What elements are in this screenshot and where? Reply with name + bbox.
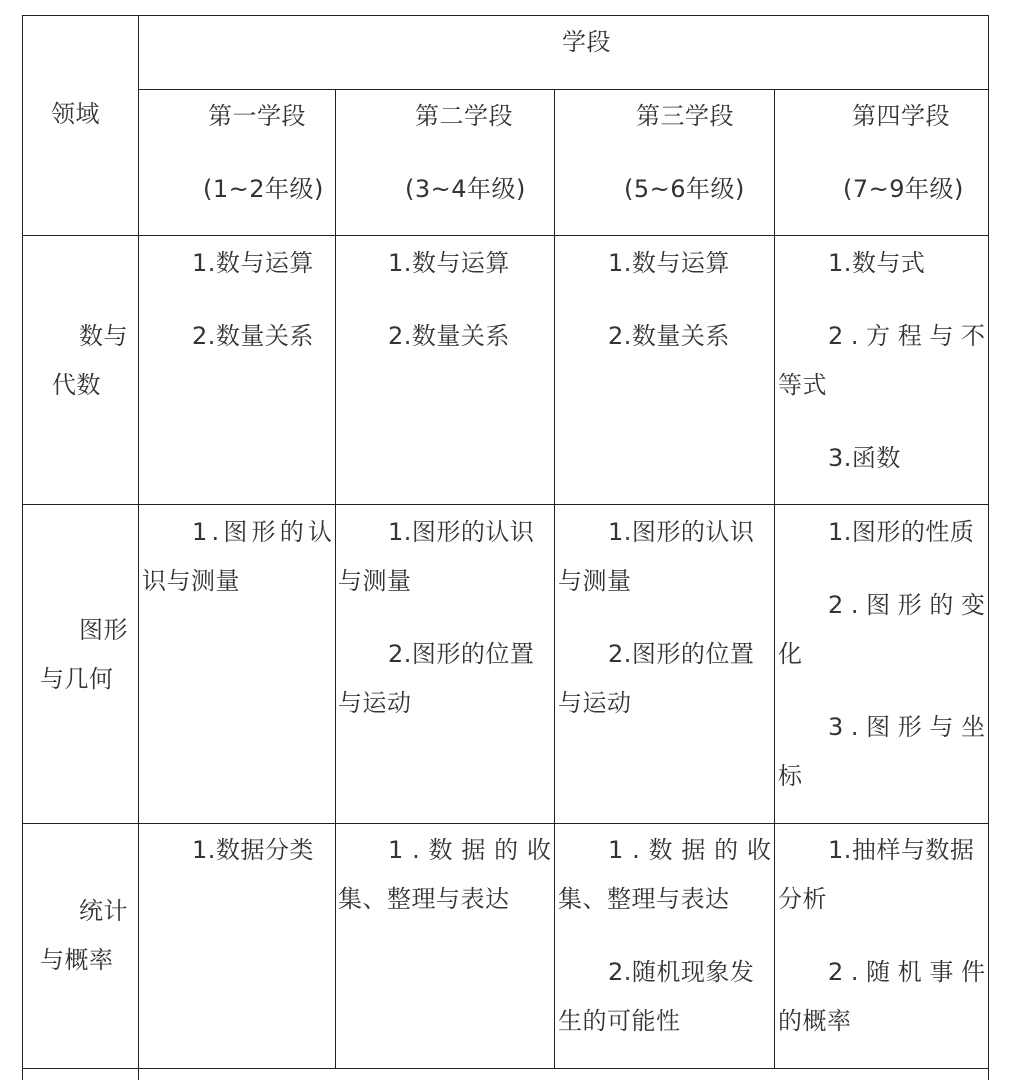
domain-geometry-line1: 图形 <box>79 616 128 644</box>
cell-text: 1 . 数 据 的 收 <box>608 836 771 864</box>
row3-bottom-line <box>22 1068 989 1069</box>
row2-bottom-line <box>22 823 989 824</box>
cell-text: 2.随机现象发 <box>608 958 755 986</box>
cell-text: 与测量 <box>558 567 632 595</box>
cell-text: 2.图形的位置 <box>608 640 755 668</box>
stage2-grades: (3~4年级) <box>405 175 526 203</box>
cell-text: 化 <box>778 640 803 668</box>
cell-text: 1.图形的认识 <box>388 518 535 546</box>
cell-text: 2 . 方 程 与 不 <box>828 322 985 350</box>
cell-text: 与测量 <box>338 567 412 595</box>
stage3-name: 第三学段 <box>636 102 734 130</box>
domain-header: 领域 <box>51 100 100 128</box>
stage2-name: 第二学段 <box>415 102 513 130</box>
row1-bottom-line <box>22 504 989 505</box>
stage2-column-divider <box>554 89 555 1069</box>
domain-statistics-line1: 统计 <box>79 897 128 925</box>
domain-number-algebra-line1: 数与 <box>79 322 128 350</box>
cell-text: 1.抽样与数据 <box>828 836 975 864</box>
cell-text: 1 . 数 据 的 收 <box>388 836 551 864</box>
stage-header-divider <box>138 89 989 90</box>
stage1-name: 第一学段 <box>208 102 306 130</box>
cell-text: 2 . 随 机 事 件 <box>828 958 985 986</box>
cell-text: 集、整理与表达 <box>338 885 510 913</box>
stage4-grades: (7~9年级) <box>843 175 964 203</box>
cell-text: 识与测量 <box>142 567 240 595</box>
cell-text: 3.函数 <box>828 444 901 472</box>
stage3-column-divider <box>774 89 775 1069</box>
stage4-name: 第四学段 <box>852 102 950 130</box>
header-bottom-line <box>22 235 989 236</box>
table-border-top <box>22 15 989 16</box>
cell-text: 3 . 图 形 与 坐 <box>828 713 985 741</box>
domain-statistics-line2: 与概率 <box>40 946 114 974</box>
domain-column-divider <box>138 15 139 1080</box>
stage1-grades: (1~2年级) <box>203 175 324 203</box>
cell-text: 1.数与运算 <box>608 249 730 277</box>
cell-text: 2.数量关系 <box>192 322 314 350</box>
cell-text: 生的可能性 <box>558 1007 681 1035</box>
domain-geometry-line2: 与几何 <box>40 665 114 693</box>
cell-text: 1.数据分类 <box>192 836 314 864</box>
table-border-right <box>988 15 989 1080</box>
cell-text: 与运动 <box>558 689 632 717</box>
cell-text: 2 . 图 形 的 变 <box>828 591 985 619</box>
cell-text: 等式 <box>778 371 827 399</box>
cell-text: 标 <box>778 762 803 790</box>
cell-text: 分析 <box>778 885 827 913</box>
cell-text: 集、整理与表达 <box>558 885 730 913</box>
cell-text: 与运动 <box>338 689 412 717</box>
cell-text: 1 . 图 形 的 认 <box>192 518 332 546</box>
cell-text: 1.图形的性质 <box>828 518 975 546</box>
table-border-left <box>22 15 23 1080</box>
stage1-column-divider <box>335 89 336 1069</box>
cell-text: 1.数与运算 <box>192 249 314 277</box>
stage3-grades: (5~6年级) <box>624 175 745 203</box>
cell-text: 2.数量关系 <box>388 322 510 350</box>
cell-text: 2.数量关系 <box>608 322 730 350</box>
domain-number-algebra-line2: 代数 <box>52 371 101 399</box>
cell-text: 的概率 <box>778 1007 852 1035</box>
cell-text: 2.图形的位置 <box>388 640 535 668</box>
stage-header: 学段 <box>562 28 611 56</box>
cell-text: 1.图形的认识 <box>608 518 755 546</box>
cell-text: 1.数与式 <box>828 249 926 277</box>
cell-text: 1.数与运算 <box>388 249 510 277</box>
